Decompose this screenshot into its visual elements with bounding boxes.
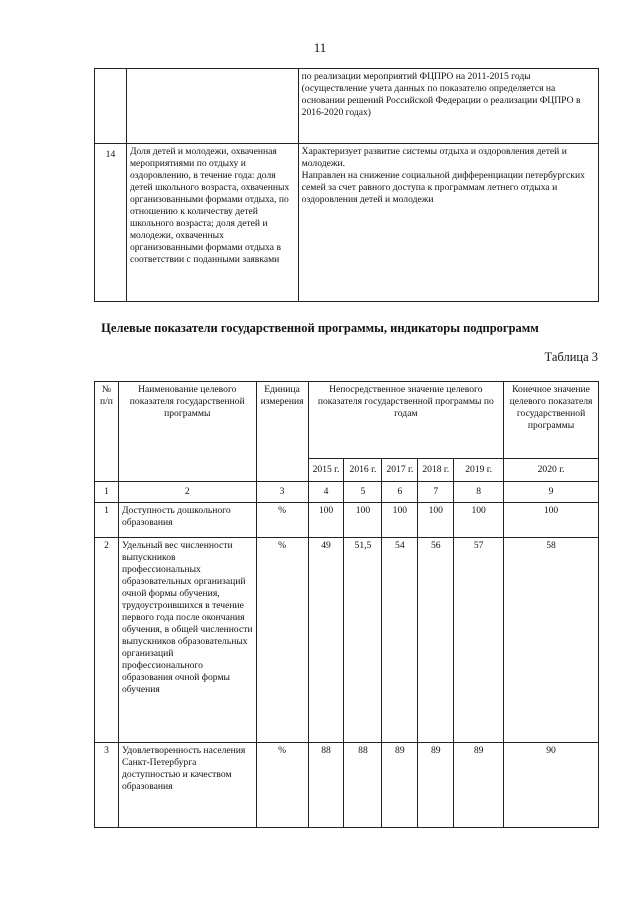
- value-cell: 54: [382, 538, 418, 743]
- column-index-row: [95, 482, 599, 503]
- indicator-description-table: [94, 68, 599, 302]
- value-cell: 100: [382, 503, 418, 538]
- indicator-name: Доля детей и молодежи, охваченная мероприятиями по отдыху и оздоровлению, в течение года: доля детей школьного возраста, охваченных организованными формами отдыха, по отношению к количеству детей школьного возраста; доля детей и молодежи, охваченных организованными формами отдыха в соответствии с поданными заявками: [126, 144, 298, 302]
- table-row: [95, 743, 599, 828]
- unit-cell: %: [256, 538, 308, 743]
- row-number: 2: [95, 538, 119, 743]
- final-value-cell: 100: [504, 503, 599, 538]
- indicator-description: [298, 144, 598, 302]
- header-name: Наименование целевого показателя государственной программы: [118, 382, 256, 482]
- column-index: 1: [95, 482, 119, 503]
- unit-cell: %: [256, 503, 308, 538]
- year-header: 2018 г.: [418, 459, 454, 482]
- value-cell: 57: [454, 538, 504, 743]
- table-row: [95, 538, 599, 743]
- header-direct-values: Непосредственное значение целевого показателя государственной программы по годам: [308, 382, 504, 459]
- column-index: 9: [504, 482, 599, 503]
- column-index: 8: [454, 482, 504, 503]
- unit-cell: %: [256, 743, 308, 828]
- header-unit: Единица измерения: [256, 382, 308, 482]
- value-cell: 100: [418, 503, 454, 538]
- year-header: 2016 г.: [344, 459, 382, 482]
- table-cell: [126, 69, 298, 144]
- table-label: Таблица 3: [544, 350, 598, 364]
- table-row: [95, 69, 599, 144]
- value-cell: 51,5: [344, 538, 382, 743]
- column-index: 3: [256, 482, 308, 503]
- row-number: 1: [95, 503, 119, 538]
- page-number: 11: [313, 40, 327, 55]
- year-header: 2020 г.: [504, 459, 599, 482]
- description-line: Направлен на снижение социальной дифференциации петербургских семей за счет равного доступа к программам летнего отдыха и оздоровления детей и молодежи: [301, 169, 585, 205]
- column-index: 4: [308, 482, 344, 503]
- description-line: Характеризует развитие системы отдыха и оздоровления детей и молодежи.: [301, 146, 567, 169]
- indicator-name: Удельный вес численности выпускников профессиональных образовательных организаций очной формы обучения, трудоустроившихся в течение первого года после окончания обучения, в общей численности выпускников образовательных организаций профессионального образования очной формы обучения: [118, 538, 256, 743]
- column-index: 7: [418, 482, 454, 503]
- table-row: [95, 503, 599, 538]
- final-value-cell: 58: [504, 538, 599, 743]
- column-index: 2: [118, 482, 256, 503]
- row-number: 14: [95, 144, 127, 302]
- value-cell: 49: [308, 538, 344, 743]
- value-cell: 100: [344, 503, 382, 538]
- value-cell: 89: [418, 743, 454, 828]
- column-index: 6: [382, 482, 418, 503]
- section-title: Целевые показатели государственной программы, индикаторы подпрограмм: [101, 321, 539, 335]
- row-number: 3: [95, 743, 119, 828]
- indicator-name: Доступность дошкольного образования: [118, 503, 256, 538]
- continuation-text: по реализации мероприятий ФЦПРО на 2011-2015 годы (осуществление учета данных по показателю определяется на основании решений Российской Федерации о реализации ФЦПРО в 2016-2020 годах): [298, 69, 598, 144]
- value-cell: 100: [454, 503, 504, 538]
- indicator-name: Удовлетворенность населения Санкт-Петербурга доступностью и качеством образования: [118, 743, 256, 828]
- column-index: 5: [344, 482, 382, 503]
- value-cell: 56: [418, 538, 454, 743]
- table-cell: [95, 69, 127, 144]
- year-header: 2015 г.: [308, 459, 344, 482]
- header-row: [95, 382, 599, 459]
- year-header: 2017 г.: [382, 459, 418, 482]
- value-cell: 88: [344, 743, 382, 828]
- year-header: 2019 г.: [454, 459, 504, 482]
- value-cell: 88: [308, 743, 344, 828]
- value-cell: 100: [308, 503, 344, 538]
- header-num: № п/п: [95, 382, 119, 482]
- final-value-cell: 90: [504, 743, 599, 828]
- value-cell: 89: [454, 743, 504, 828]
- value-cell: 89: [382, 743, 418, 828]
- header-final-value: Конечное значение целевого показателя государственной программы: [504, 382, 599, 459]
- target-indicators-table: [94, 381, 599, 828]
- table-row: [95, 144, 599, 302]
